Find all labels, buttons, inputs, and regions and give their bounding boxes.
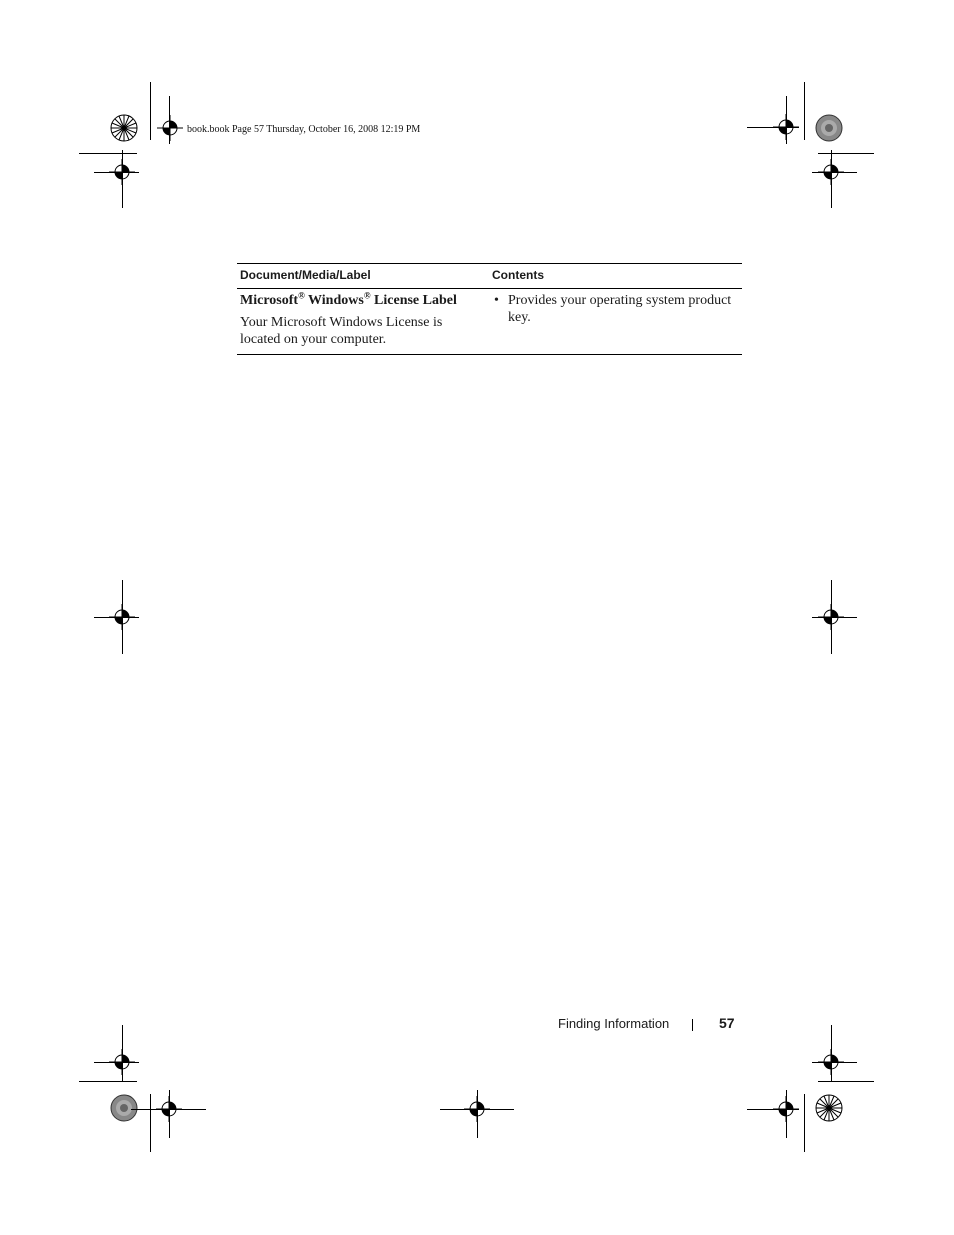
registration-target-icon [157, 115, 183, 141]
document-cell [237, 289, 489, 355]
list-item [492, 292, 739, 326]
print-slug: book.book Page 57 Thursday, October 16, 2008 12:19 PM [187, 124, 421, 135]
document-table [237, 263, 742, 355]
column-header-document: Document/Media/Label [237, 264, 489, 289]
column-header-contents: Contents [489, 264, 742, 289]
table-header-row [237, 264, 742, 289]
gray-starburst-icon [815, 114, 843, 142]
item-title: Microsoft® Windows® License Label [240, 290, 457, 308]
list-item-text: Provides your operating system product key. [508, 293, 732, 325]
contents-cell [489, 289, 742, 355]
starburst-icon [110, 114, 138, 142]
footer-section-title: Finding Information [558, 1016, 670, 1031]
gray-starburst-icon [110, 1094, 138, 1122]
table-row [237, 289, 742, 355]
bullet-icon: • [494, 293, 499, 308]
footer-divider [692, 1019, 693, 1031]
page-number: 57 [719, 1015, 735, 1031]
starburst-icon [815, 1094, 843, 1122]
item-description: Your Microsoft Windows License is located on your computer. [240, 315, 443, 347]
